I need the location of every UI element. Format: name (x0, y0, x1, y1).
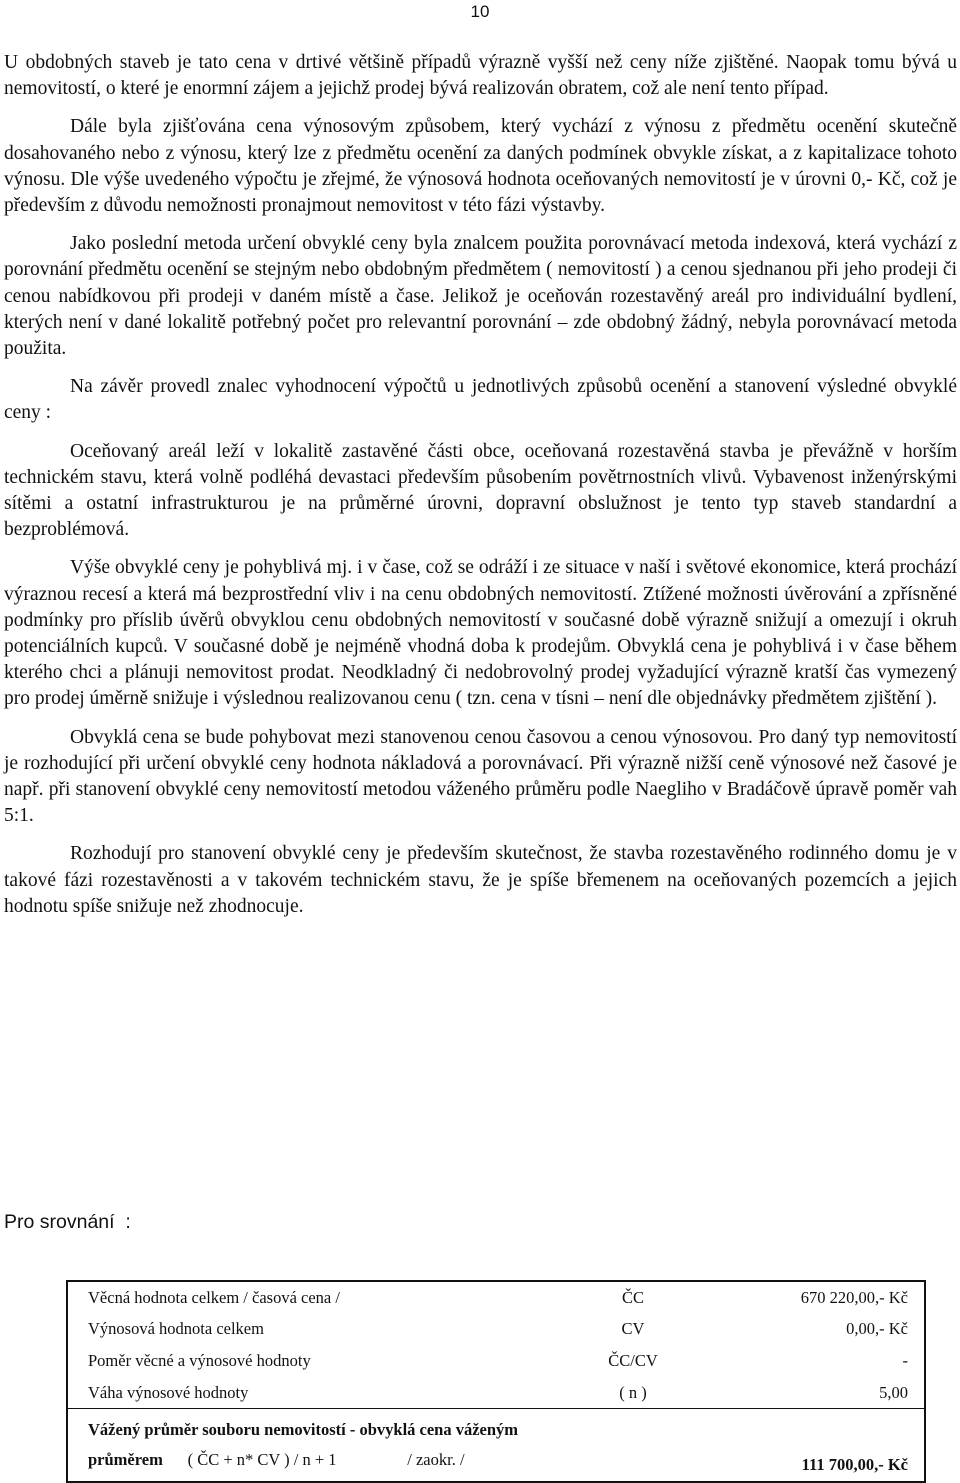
rounding-note: / zaokr. / (407, 1450, 465, 1470)
page-number: 10 (470, 2, 490, 21)
row-abbreviation: ČC (621, 1287, 644, 1307)
comparison-heading: Pro srovnání : (4, 1211, 131, 1233)
row-value: 5,00 (879, 1382, 908, 1402)
table-row (67, 1377, 925, 1409)
paragraph: Jako poslední metoda určení obvyklé ceny byla znalcem použita porovnávací metoda indexová, která vychází z porovnání předmětu ocenění se stejným nebo obdobným předmětem ( nemovitostí ) a cenou sjednanou při jeho prodeji či cenou nabídkovou při prodeji v daném místě a čase. Jelikož je oceňován rozestavěný areál pro individuální bydlení, kterých není v dané lokalitě potřebný počet pro relevantní porovnání – zde obdobný žádný, nebyla porovnávací metoda použita. (4, 233, 957, 360)
paragraph: Obvyklá cena se bude pohybovat mezi stanovenou cenou časovou a cenou výnosovou. Pro daný typ nemovitostí je rozhodující při určení obvyklé ceny hodnota nákladová a porovnávací. Při výrazně nižší ceně výnosové než časové je např. při stanovení obvyklé ceny nemovitostí metodou váženého průměru podle Naegliho v Bradáčově úpravě poměr vah 5:1. (4, 726, 957, 827)
row-abbreviation: ( n ) (619, 1382, 647, 1402)
row-value: 670 220,00,- Kč (800, 1287, 908, 1307)
table-row (67, 1281, 925, 1314)
paragraph: U obdobných staveb je tato cena v drtivé většině případů výrazně vyšší než ceny níže zjištěné. Naopak tomu bývá u nemovitostí, o které je enormní zájem a jejichž prodej bývá realizován obratem, což ale není tento případ. (4, 52, 957, 100)
paragraph: Rozhodují pro stanovení obvyklé ceny je především skutečnost, že stavba rozestavěného rodinného domu je v takové fázi rozestavěnosti a v takovém technickém stavu, že je spíše břemenem na oceňovaných pozemcích a jejich hodnotu spíše snižuje než zhodnocuje. (4, 843, 957, 917)
weighted-average-subline (88, 1445, 703, 1475)
paragraph: Oceňovaný areál leží v lokalitě zastavěné části obce, oceňovaná rozestavěná stavba je převážně v horším technickém stavu, která volně podléhá devastaci především působením povětrnostních vlivů. Vybavenost inženýrskými sítěmi a ostatní infrastrukturou je na průměrné úrovni, dopravní obslužnost je tento typ staveb standardní a bezproblémová. (4, 440, 957, 541)
row-label: Výnosová hodnota celkem (88, 1319, 264, 1339)
row-label: Poměr věcné a výnosové hodnoty (88, 1350, 311, 1370)
table-row (67, 1345, 925, 1377)
row-label: Věcná hodnota celkem / časová cena / (88, 1287, 340, 1307)
weighted-average-value: 111 700,00,- Kč (703, 1409, 925, 1483)
row-label: Váha výnosové hodnoty (88, 1382, 249, 1402)
table-row (67, 1314, 925, 1346)
row-value: - (902, 1350, 908, 1370)
paragraph: Dále byla zjišťována cena výnosovým způsobem, který vychází z výnosu z předmětu ocenění skutečně dosahovaného nebo z výnosu, který lze z předmětu ocenění za daných podmínek obvykle získat, a z kapitalizace tohoto výnosu. Dle výše uvedeného výpočtu je zřejmé, že výnosová hodnota oceňovaných nemovitostí je v úrovni 0,- Kč, což je především z důvodu nemožnosti pronajmout nemovitost v této fázi výstavby. (4, 116, 957, 217)
row-value: 0,00,- Kč (846, 1319, 908, 1339)
comparison-table (66, 1280, 926, 1483)
weighted-average-title: Vážený průměr souboru nemovitostí - obvyklá cena váženým (88, 1420, 519, 1440)
weighted-average-label (67, 1409, 703, 1483)
paragraph: Na závěr provedl znalec vyhodnocení výpočtů u jednotlivých způsobů ocenění a stanovení výsledné obvyklé ceny : (4, 376, 957, 424)
weighted-average-formula: ( ČC + n* CV ) / n + 1 (187, 1450, 337, 1470)
paragraph: Výše obvyklé ceny je pohyblivá mj. i v čase, což se odráží i ze situace v naší i světové ekonomice, která prochází výraznou recesí a která má bezprostřední vliv i na cenu obdobných nemovitostí. Ztížené možnosti úvěrování a zpřísněné podmínky pro příslib úvěrů obvyklou cenu obdobných nemovitostí v současné době výrazně snižují a omezují i okruh potenciálních kupců. V současné době je nejméně vhodná doba k prodejům. Obvyklá cena je pohyblivá i v čase během kterého chci a plánuji nemovitost prodat. Neodkladný či nedobrovolný prodej vyžadující výrazně kratší čas vymezený pro prodej úměrně snižuje i výslednou realizovanou cenu ( tzn. cena v tísni – není dle objednávky předmětem zjištění ). (4, 557, 957, 710)
weighted-average-title-end: průměrem (88, 1450, 163, 1470)
row-abbreviation: ČC/CV (608, 1350, 658, 1370)
weighted-average-row (67, 1409, 925, 1483)
row-abbreviation: CV (621, 1319, 645, 1339)
body-text (4, 50, 957, 920)
